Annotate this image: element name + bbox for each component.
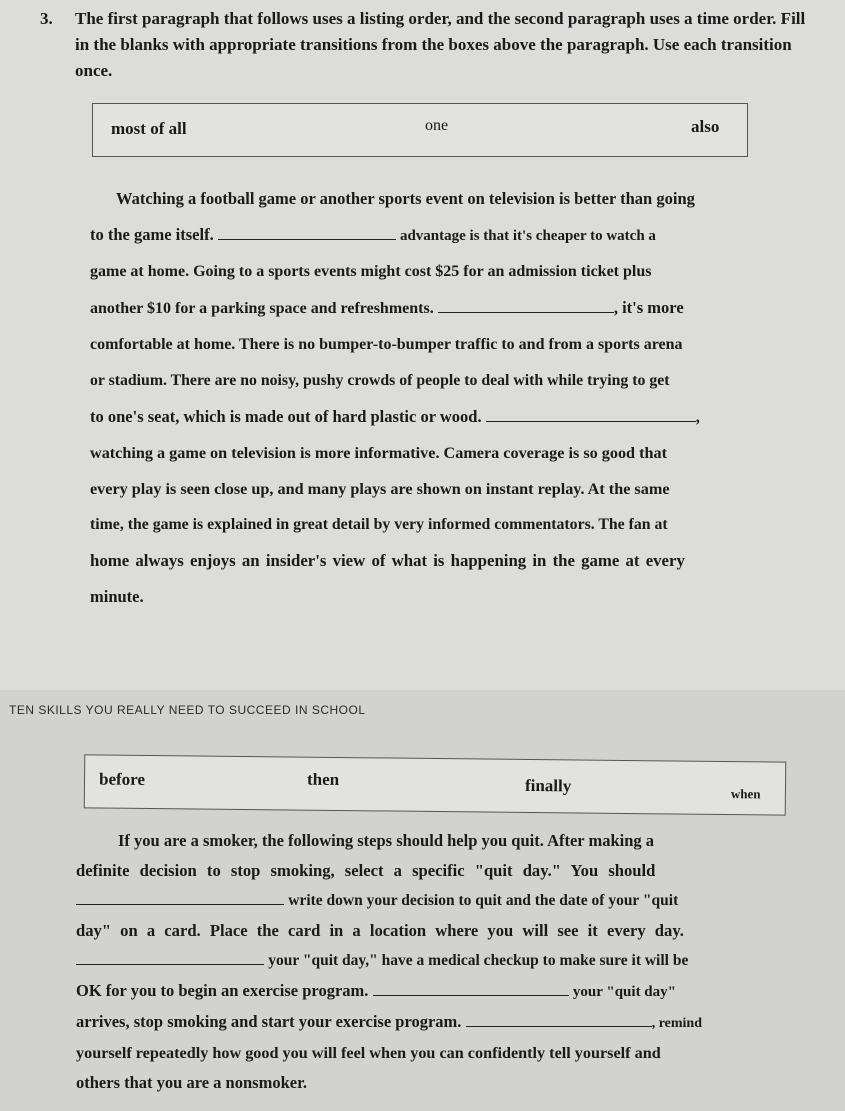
paragraph-line xyxy=(76,1007,788,1039)
transition-word: then xyxy=(306,769,340,789)
paragraph-line: home always enjoys an insider's view of what is happening in the game at every xyxy=(90,551,685,570)
transition-box-1 xyxy=(92,103,748,157)
transition-word: one xyxy=(425,117,449,134)
paragraph-line: day" on a card. Place the card in a location where you will see it every day. xyxy=(76,920,684,940)
line-text: , xyxy=(695,407,700,426)
paragraph-line: or stadium. There are no noisy, pushy crowds of people to deal with while trying to get xyxy=(90,372,670,389)
line-text: another $10 for a parking space and refreshments. xyxy=(90,300,434,317)
transition-box-2 xyxy=(84,754,787,815)
line-text: your "quit day" xyxy=(572,983,676,1000)
paragraph-line: every play is seen close up, and many plays are shown on instant replay. At the same xyxy=(90,480,670,498)
line-text: arrives, stop smoking and start your exercise program. xyxy=(76,1012,462,1031)
fill-blank[interactable] xyxy=(373,981,569,996)
paragraph-line: others that you are a nonsmoker. xyxy=(76,1073,308,1092)
fill-blank[interactable] xyxy=(218,225,396,240)
paragraph-line xyxy=(90,217,746,254)
line-text: to one's seat, which is made out of hard plastic or wood. xyxy=(90,407,482,426)
transition-word: when xyxy=(730,786,761,802)
paragraph-line xyxy=(76,945,788,976)
paragraph-line xyxy=(76,885,788,916)
fill-blank[interactable] xyxy=(76,890,284,905)
paragraph-line xyxy=(76,976,788,1008)
paragraph-line: definite decision to stop smoking, select a specific "quit day." You should xyxy=(76,860,656,880)
transition-word: finally xyxy=(524,775,572,796)
fill-blank[interactable] xyxy=(76,950,264,965)
line-text: , remind xyxy=(651,1016,702,1031)
fill-blank[interactable] xyxy=(438,298,614,313)
paragraph-line xyxy=(90,399,746,435)
paragraph-line: game at home. Going to a sports events might cost $25 for an admission ticket plus xyxy=(90,263,652,280)
paragraph-line: minute. xyxy=(90,587,144,606)
line-text: , it's more xyxy=(613,298,684,317)
exercise-number: 3. xyxy=(40,9,53,28)
paragraph-line: If you are a smoker, the following steps should help you quit. After making a xyxy=(118,831,655,850)
exercise-instruction xyxy=(42,6,812,84)
paragraph-line: yourself repeatedly how good you will feel when you can confidently tell yourself and xyxy=(76,1043,661,1062)
transition-word: also xyxy=(691,117,720,136)
section-heading: TEN SKILLS YOU REALLY NEED TO SUCCEED IN SCHOOL xyxy=(9,703,366,717)
paragraph-2 xyxy=(76,826,788,1098)
paragraph-1 xyxy=(90,181,746,615)
line-text: OK for you to begin an exercise program. xyxy=(76,980,369,1000)
paragraph-line: time, the game is explained in great detail by very informed commentators. The fan at xyxy=(90,516,668,533)
line-text: your "quit day," have a medical checkup to make sure it will be xyxy=(268,952,689,969)
transition-word: before xyxy=(98,769,146,789)
paragraph-line: watching a game on television is more informative. Camera coverage is so good that xyxy=(90,444,667,462)
line-text: to the game itself. xyxy=(90,225,214,244)
paragraph-line: comfortable at home. There is no bumper-to-bumper traffic to and from a sports arena xyxy=(90,336,683,353)
instruction-text: The first paragraph that follows uses a listing order, and the second paragraph uses a time order. Fill in the blanks with appropriate transitions from the boxes above the paragraph. Use each transition once. xyxy=(75,9,806,80)
fill-blank[interactable] xyxy=(486,407,696,422)
fill-blank[interactable] xyxy=(466,1012,652,1027)
line-text: advantage is that it's cheaper to watch a xyxy=(399,228,656,244)
line-text: write down your decision to quit and the date of your "quit xyxy=(288,892,679,909)
paragraph-line xyxy=(90,290,746,327)
paragraph-line: Watching a football game or another sports event on television is better than going xyxy=(116,189,695,208)
transition-word: most of all xyxy=(111,119,187,138)
